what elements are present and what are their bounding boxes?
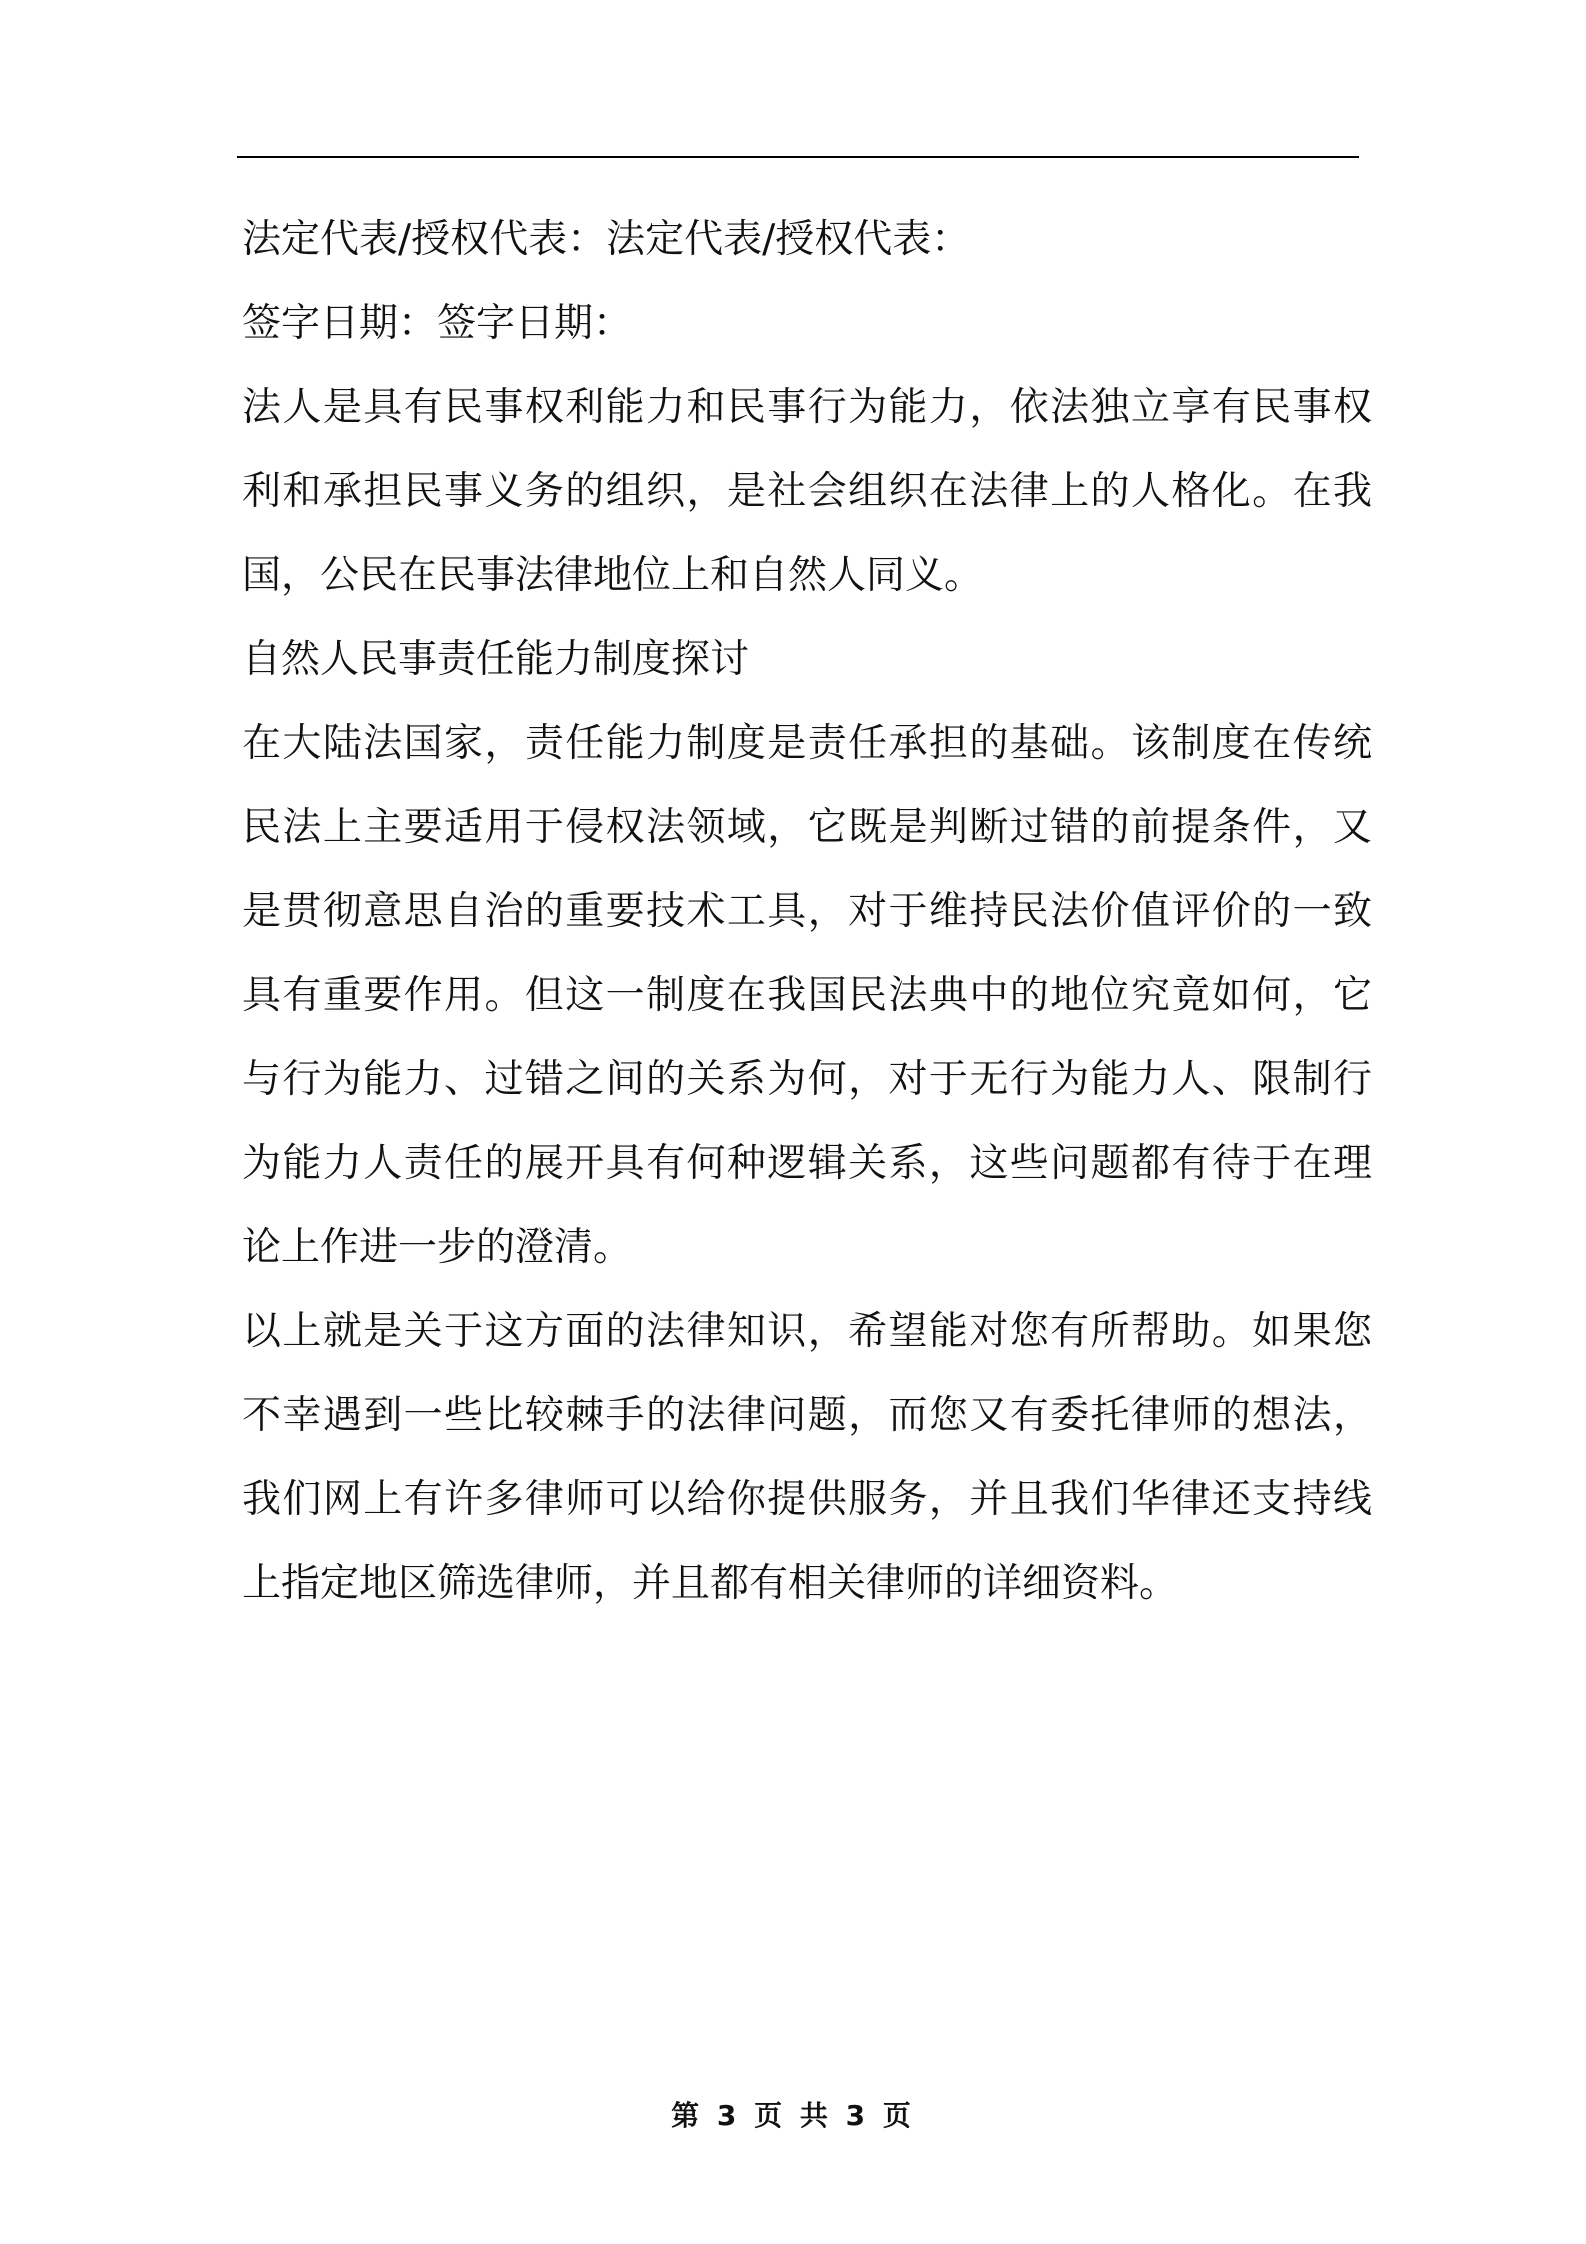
legal-person-paragraph: 法人是具有民事权利能力和民事行为能力，依法独立享有民事权利和承担民事义务的组织，是社会组织在法律上的人格化。在我国，公民在民事法律地位上和自然人同义。 <box>242 385 1372 598</box>
closing-paragraph: 以上就是关于这方面的法律知识，希望能对您有所帮助。如果您不幸遇到一些比较棘手的法律问题，而您又有委托律师的想法，我们网上有许多律师可以给你提供服务，并且我们华律还支持线上指定地区筛选律师，并且都有相关律师的详细资料。 <box>242 1309 1372 1606</box>
liability-capacity-paragraph: 在大陆法国家，责任能力制度是责任承担的基础。该制度在传统民法上主要适用于侵权法领域，它既是判断过错的前提条件，又是贯彻意思自治的重要技术工具，对于维持民法价值评价的一致具有重要作用。但这一制度在我国民法典中的地位究竟如何，它与行为能力、过错之间的关系为何，对于无行为能力人、限制行为能力人责任的展开具有何种逻辑关系，这些问题都有待于在理论上作进一步的澄清。 <box>242 721 1372 1270</box>
section-heading: 自然人民事责任能力制度探讨 <box>242 637 750 682</box>
signature-date-line: 签字日期：签字日期： <box>242 301 633 346</box>
header-rule <box>237 156 1359 158</box>
document-body <box>242 198 1372 1626</box>
signatory-line: 法定代表/授权代表：法定代表/授权代表： <box>242 217 971 262</box>
page-number: 第 3 页 共 3 页 <box>671 2099 915 2132</box>
